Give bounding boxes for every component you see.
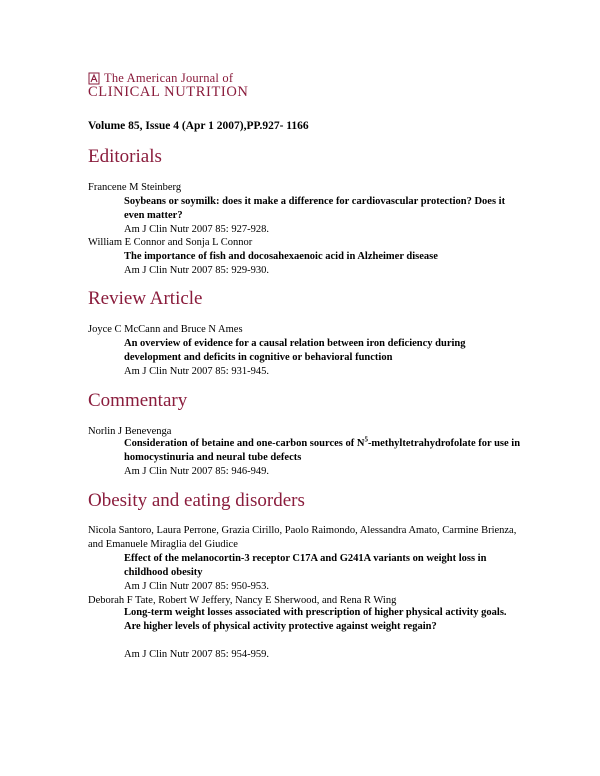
article-authors: Deborah F Tate, Robert W Jeffery, Nancy E Sherwood, and Rena R Wing	[88, 595, 397, 606]
article-title[interactable]: Effect of the melanocortin-3 receptor C17A and G241A variants on weight loss in childhood obesity	[124, 553, 487, 578]
article-citation: Am J Clin Nutr 2007 85: 931-945.	[124, 366, 269, 377]
journal-name-line1: The American Journal of	[104, 71, 234, 85]
superscript: 5	[364, 435, 368, 444]
section-title-obesity: Obesity and eating disorders	[88, 490, 305, 511]
article-citation: Am J Clin Nutr 2007 85: 929-930.	[124, 265, 269, 276]
article-citation: Am J Clin Nutr 2007 85: 946-949.	[124, 466, 269, 477]
volume-issue-info: Volume 85, Issue 4 (Apr 1 2007),PP.927- 1166	[88, 120, 309, 132]
article-title-part: -methyltetrahydrofolate for use in homocystinuria and neural tube defects	[124, 438, 521, 463]
journal-name-line2: CLINICAL NUTRITION	[88, 84, 249, 100]
section-title-editorials: Editorials	[88, 146, 162, 167]
article-title-part: Consideration of betaine and one-carbon sources of N	[124, 438, 365, 449]
section-title-commentary: Commentary	[88, 390, 188, 411]
article-title[interactable]: The importance of fish and docosahexaenoic acid in Alzheimer disease	[124, 251, 438, 262]
article-authors: Francene M Steinberg	[88, 182, 182, 193]
article-title[interactable]: Soybeans or soymilk: does it make a difference for cardiovascular protection? Does it even matter?	[124, 196, 506, 221]
article-title[interactable]: Long-term weight losses associated with prescription of higher physical activity goals. Are higher levels of physical activity protective against weight regain?	[124, 607, 507, 632]
article-title[interactable]: An overview of evidence for a causal relation between iron deficiency during development and deficits in cognitive or behavioral function	[124, 338, 466, 363]
journal-logo	[88, 72, 288, 99]
article-authors: Joyce C McCann and Bruce N Ames	[88, 324, 243, 335]
article-citation: Am J Clin Nutr 2007 85: 954-959.	[124, 649, 269, 660]
section-title-review: Review Article	[88, 288, 203, 309]
article-authors: Norlin J Benevenga	[88, 426, 172, 437]
article-title[interactable]	[124, 437, 524, 465]
article-citation: Am J Clin Nutr 2007 85: 950-953.	[124, 581, 269, 592]
article-authors: Nicola Santoro, Laura Perrone, Grazia Cirillo, Paolo Raimondo, Alessandra Amato, Carmine Brienza, and Emanuele Miraglia del Giudice	[88, 525, 517, 550]
article-citation: Am J Clin Nutr 2007 85: 927-928.	[124, 224, 269, 235]
article-authors: William E Connor and Sonja L Connor	[88, 237, 253, 248]
